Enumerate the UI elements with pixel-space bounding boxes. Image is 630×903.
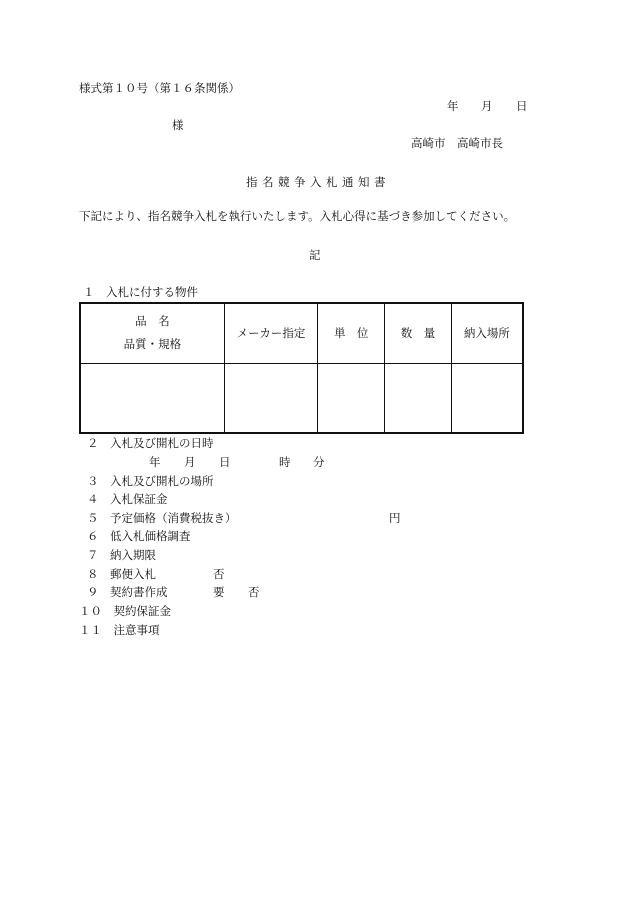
header-quantity: 数 量 xyxy=(385,303,452,363)
section-1-heading: １ 入札に付する物件 xyxy=(83,285,198,299)
date-year: 年 xyxy=(447,99,459,113)
item-9: ９ 契約書作成 xyxy=(87,585,168,599)
item-10: １０ 契約保証金 xyxy=(79,604,171,618)
addressee-sama: 様 xyxy=(172,118,184,132)
item-8-no: 否 xyxy=(213,567,225,581)
header-unit: 単 位 xyxy=(318,303,385,363)
item-5: ５ 予定価格（消費税抜き） xyxy=(87,511,237,525)
item-2-hour: 時 xyxy=(279,455,291,469)
item-3: ３ 入札及び開札の場所 xyxy=(87,474,214,488)
item-7: ７ 納入期限 xyxy=(87,548,156,562)
table-cell xyxy=(385,363,452,433)
item-5-yen: 円 xyxy=(389,511,401,525)
item-2-month: 月 xyxy=(184,455,196,469)
table-cell xyxy=(224,363,318,433)
ki-heading: 記 xyxy=(309,248,321,262)
table-cell xyxy=(80,363,224,433)
date-day: 日 xyxy=(516,99,528,113)
item-2: ２ 入札及び開札の日時 xyxy=(87,436,214,450)
issuer: 高崎市 高崎市長 xyxy=(411,136,503,150)
header-quality: 品質・規格 xyxy=(123,336,182,351)
item-8: ８ 郵便入札 xyxy=(87,567,156,581)
intro-text: 下記により、指名競争入札を執行いたします。入札心得に基づき参加してください。 xyxy=(79,209,516,223)
item-2-day: 日 xyxy=(219,455,231,469)
item-11: １１ 注意事項 xyxy=(79,623,160,637)
item-6: ６ 低入札価格調査 xyxy=(87,529,191,543)
date-month: 月 xyxy=(481,99,493,113)
document-title: 指名競争入札通知書 xyxy=(246,175,390,189)
item-9-yes: 要 xyxy=(213,585,225,599)
item-2-minute: 分 xyxy=(313,455,325,469)
items-table xyxy=(79,302,524,434)
table-row xyxy=(80,363,523,433)
header-place: 納入場所 xyxy=(451,303,523,363)
item-4: ４ 入札保証金 xyxy=(87,492,168,506)
table-cell xyxy=(318,363,385,433)
form-number: 様式第１０号（第１６条関係） xyxy=(79,81,240,95)
item-2-year: 年 xyxy=(149,455,161,469)
table-cell xyxy=(451,363,523,433)
header-name-quality xyxy=(80,303,224,363)
item-9-no: 否 xyxy=(248,585,260,599)
header-name: 品 名 xyxy=(135,314,170,329)
header-maker: メーカー指定 xyxy=(224,303,318,363)
table-header-row xyxy=(80,303,523,363)
